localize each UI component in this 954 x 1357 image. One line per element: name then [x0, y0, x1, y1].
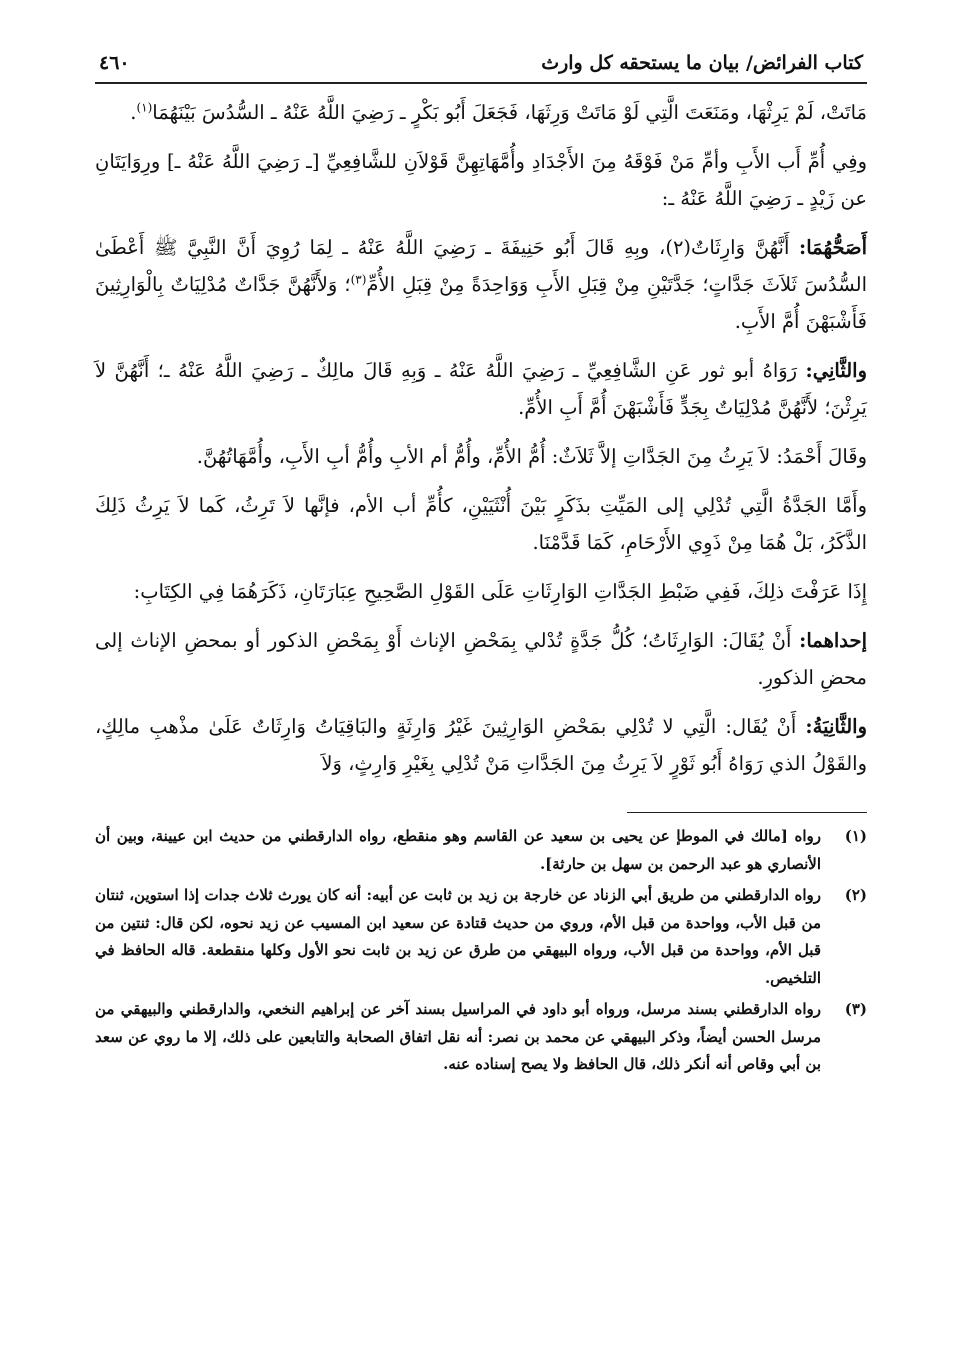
footnote-ref: (١)	[136, 100, 153, 115]
footnote-number: (٣)	[844, 1000, 867, 1018]
paragraph-text: وقَالَ أَحْمَدُ: لاَ يَرِثُ مِنَ الجَدَّاتِ إلاَّ ثَلاَثٌ: أُمُّ الأُمِّ، وأُمُّ أم الأبِ وأُمُّ أبِ الأَبِ، وأُمَّهَاتُهُنَّ.	[196, 445, 867, 468]
paragraph	[95, 438, 867, 475]
paragraph	[95, 143, 867, 217]
lead-term: إحداهما:	[799, 629, 867, 652]
paragraph-text: إِذَا عَرَفْتَ ذلِكَ، فَفِي ضَبْطِ الجَدَّاتِ الوَارِثَاتِ عَلَى القَوْلِ الصَّحِيحِ عِبَارَتَانِ، ذَكَرَهُمَا فِي الكِتَابِ:	[133, 580, 867, 603]
footnote-number: (١)	[844, 827, 867, 845]
paragraph-text: وأَمَّا الجَدَّةُ الَّتِي تُدْلِي إلى المَيِّتِ بذَكَرٍ بَيْنَ أُنْثَيَيْنِ، كأُمِّ أب الأم، فإنَّها لاَ تَرِثُ، كَما لاَ يَرِثُ ذَلِكَ الذَّكَرُ، بَلْ هُمَا مِنْ ذَوِي الأَرْحَامِ، كَمَا قَدَّمْنَا.	[95, 494, 867, 554]
paragraph	[95, 622, 867, 696]
paragraph-text: وفِي أُمِّ أَب الأَبِ وأمِّ مَنْ فَوْقَهُ مِنَ الأَجْدَادِ وأُمَّهَاتِهِنَّ قَوْلاَنِ للشَّافِعِيِّ [ـ رَضِيَ اللَّهُ عَنْهُ ـ] ورِوَايَتَانِ عن زَيْدٍ ـ رَضِيَ اللَّهُ عَنْهُ ـ:	[95, 150, 867, 210]
paragraph	[95, 487, 867, 561]
paragraph-text: رَوَاهُ أبو ثور عَنِ الشَّافِعِيِّ ـ رَضِيَ اللَّهُ عَنْهُ ـ وَبِهِ قَالَ مالِكٌ ـ رَضِيَ اللَّهُ عَنْهُ ـ؛ أَنَّهُنَّ لاَ يَرِثْنَ؛ لأَنَّهُنَّ مُدْلِيَاتٌ بِجَدٍّ فَأَشْبَهْنَ أُمَّ أَبِ الأُمِّ.	[95, 359, 867, 419]
paragraph-text: أَنَّهُنَّ وَارِثَاتٌ(٢)، وبِهِ قَالَ أَبُو حَنِيفَةَ ـ رَضِيَ اللَّهُ عَنْهُ ـ لِمَا رُوِيَ أَنَّ النَّبِيَّ ﷺ أَعْطَىٰ السُّدُسَ ثَلاَثَ جَدَّاتٍ؛ جَدَّتَيْنِ مِنْ قِبَلِ الأَبِ وَوَاحِدَةً مِنْ قِبَلِ الأُمِّ	[95, 236, 867, 296]
footnote	[95, 996, 867, 1079]
paragraph-text-tail: ؛ وَلأَنَّهُنَّ جَدَّاتٌ مُدْلِيَاتٌ بِالْوَارِثِينَ فَأَشْبَهْنَ أُمَّ الأَبِ.	[95, 273, 867, 333]
footnote	[95, 823, 867, 878]
footnotes	[95, 823, 867, 1079]
paragraph	[95, 352, 867, 426]
lead-term: والثَّانِيَةُ:	[805, 715, 867, 738]
footnote-ref: (٣)	[350, 272, 367, 287]
paragraph-text: أَنْ يُقَال: الَّتِي لا تُدْلِي بمَحْضِ الوَارِثِينَ غَيْرُ وَارِثَةٍ والبَاقِيَاتُ وَارِثَاتٌ عَلَىٰ مذْهبِ مالِكٍ، والقَوْلُ الذي رَوَاهُ أَبُو ثَوْرٍ لاَ يَرِثُ مِنَ الجَدَّاتِ مَنْ تُدْلِي بِغَيْرِ وَارِثٍ، وَلاَ	[95, 715, 867, 775]
footnote-text: رواه الدارقطني من طريق أبي الزناد عن خارجة بن زيد بن ثابت عن أبيه: أنه كان يورث ثلاث جدات إذا استوين، ثنتان من قبل الأب، وواحدة من قبل الأم، وروي من حديث قتادة عن سعيد ابن المسيب عن زيد نحوه، لكن قال: ثنتين من قبل الأم، وواحدة من قبل الأب، ورواه البيهقي من طرق عن زيد بن ثابت نحو الأول وكلها منقطعة. قاله الحافظ في التلخيص.	[95, 886, 821, 987]
footnote	[95, 882, 867, 992]
paragraph	[95, 229, 867, 340]
footnote-separator	[627, 812, 867, 813]
paragraph	[95, 94, 867, 131]
paragraph	[95, 573, 867, 610]
footnote-text: رواه الدارقطني بسند مرسل، ورواه أبو داود في المراسيل بسند آخر عن إبراهيم النخعي، والدارقطني والبيهقي من مرسل الحسن أيضاً، وذكر البيهقي عن محمد بن نصر: أنه نقل اتفاق الصحابة والتابعين على ذلك، إلا ما روي عن سعد بن أبي وقاص أنه أنكر ذلك، قال الحافظ ولا يصح إسناده عنه.	[95, 1000, 821, 1073]
main-text	[95, 94, 867, 782]
paragraph-text: مَاتَتْ، لَمْ يَرِثْهَا، ومَنَعَتَ الَّتِي لَوْ مَاتَتْ وَرِثَهَا، فَجَعَلَ أَبُو بَكْرٍ ـ رَضِيَ اللَّهُ عَنْهُ ـ السُّدُسَ بَيْنَهُمَا	[152, 101, 867, 124]
page-number: ٤٦٠	[99, 52, 130, 74]
paragraph-text: أَنْ يُقَالَ: الوَارِثَاتُ؛ كُلُّ جَدَّةٍ تُدْلي بِمَحْضِ الإناث أَوْ بِمَحْضِ الذكور أو بمحضِ الإناث إلى محضِ الذكورِ.	[95, 629, 867, 689]
book-page	[95, 52, 867, 1083]
running-header	[95, 52, 867, 84]
lead-term: والثَّانِي:	[805, 359, 867, 382]
lead-term: أَصَحُّهُمَا:	[799, 236, 868, 259]
paragraph-text-tail: .	[130, 101, 137, 124]
footnote-text: رواه [مالك في الموطإ عن يحيى بن سعيد عن القاسم وهو منقطع، رواه الدارقطني من حديث ابن عيينة، وبين أن الأنصاري هو عبد الرحمن بن سهل بن حارثة].	[95, 827, 821, 873]
paragraph	[95, 708, 867, 782]
footnote-number: (٢)	[844, 886, 867, 904]
header-title: كتاب الفرائض/ بيان ما يستحقه كل وارث	[541, 52, 863, 74]
